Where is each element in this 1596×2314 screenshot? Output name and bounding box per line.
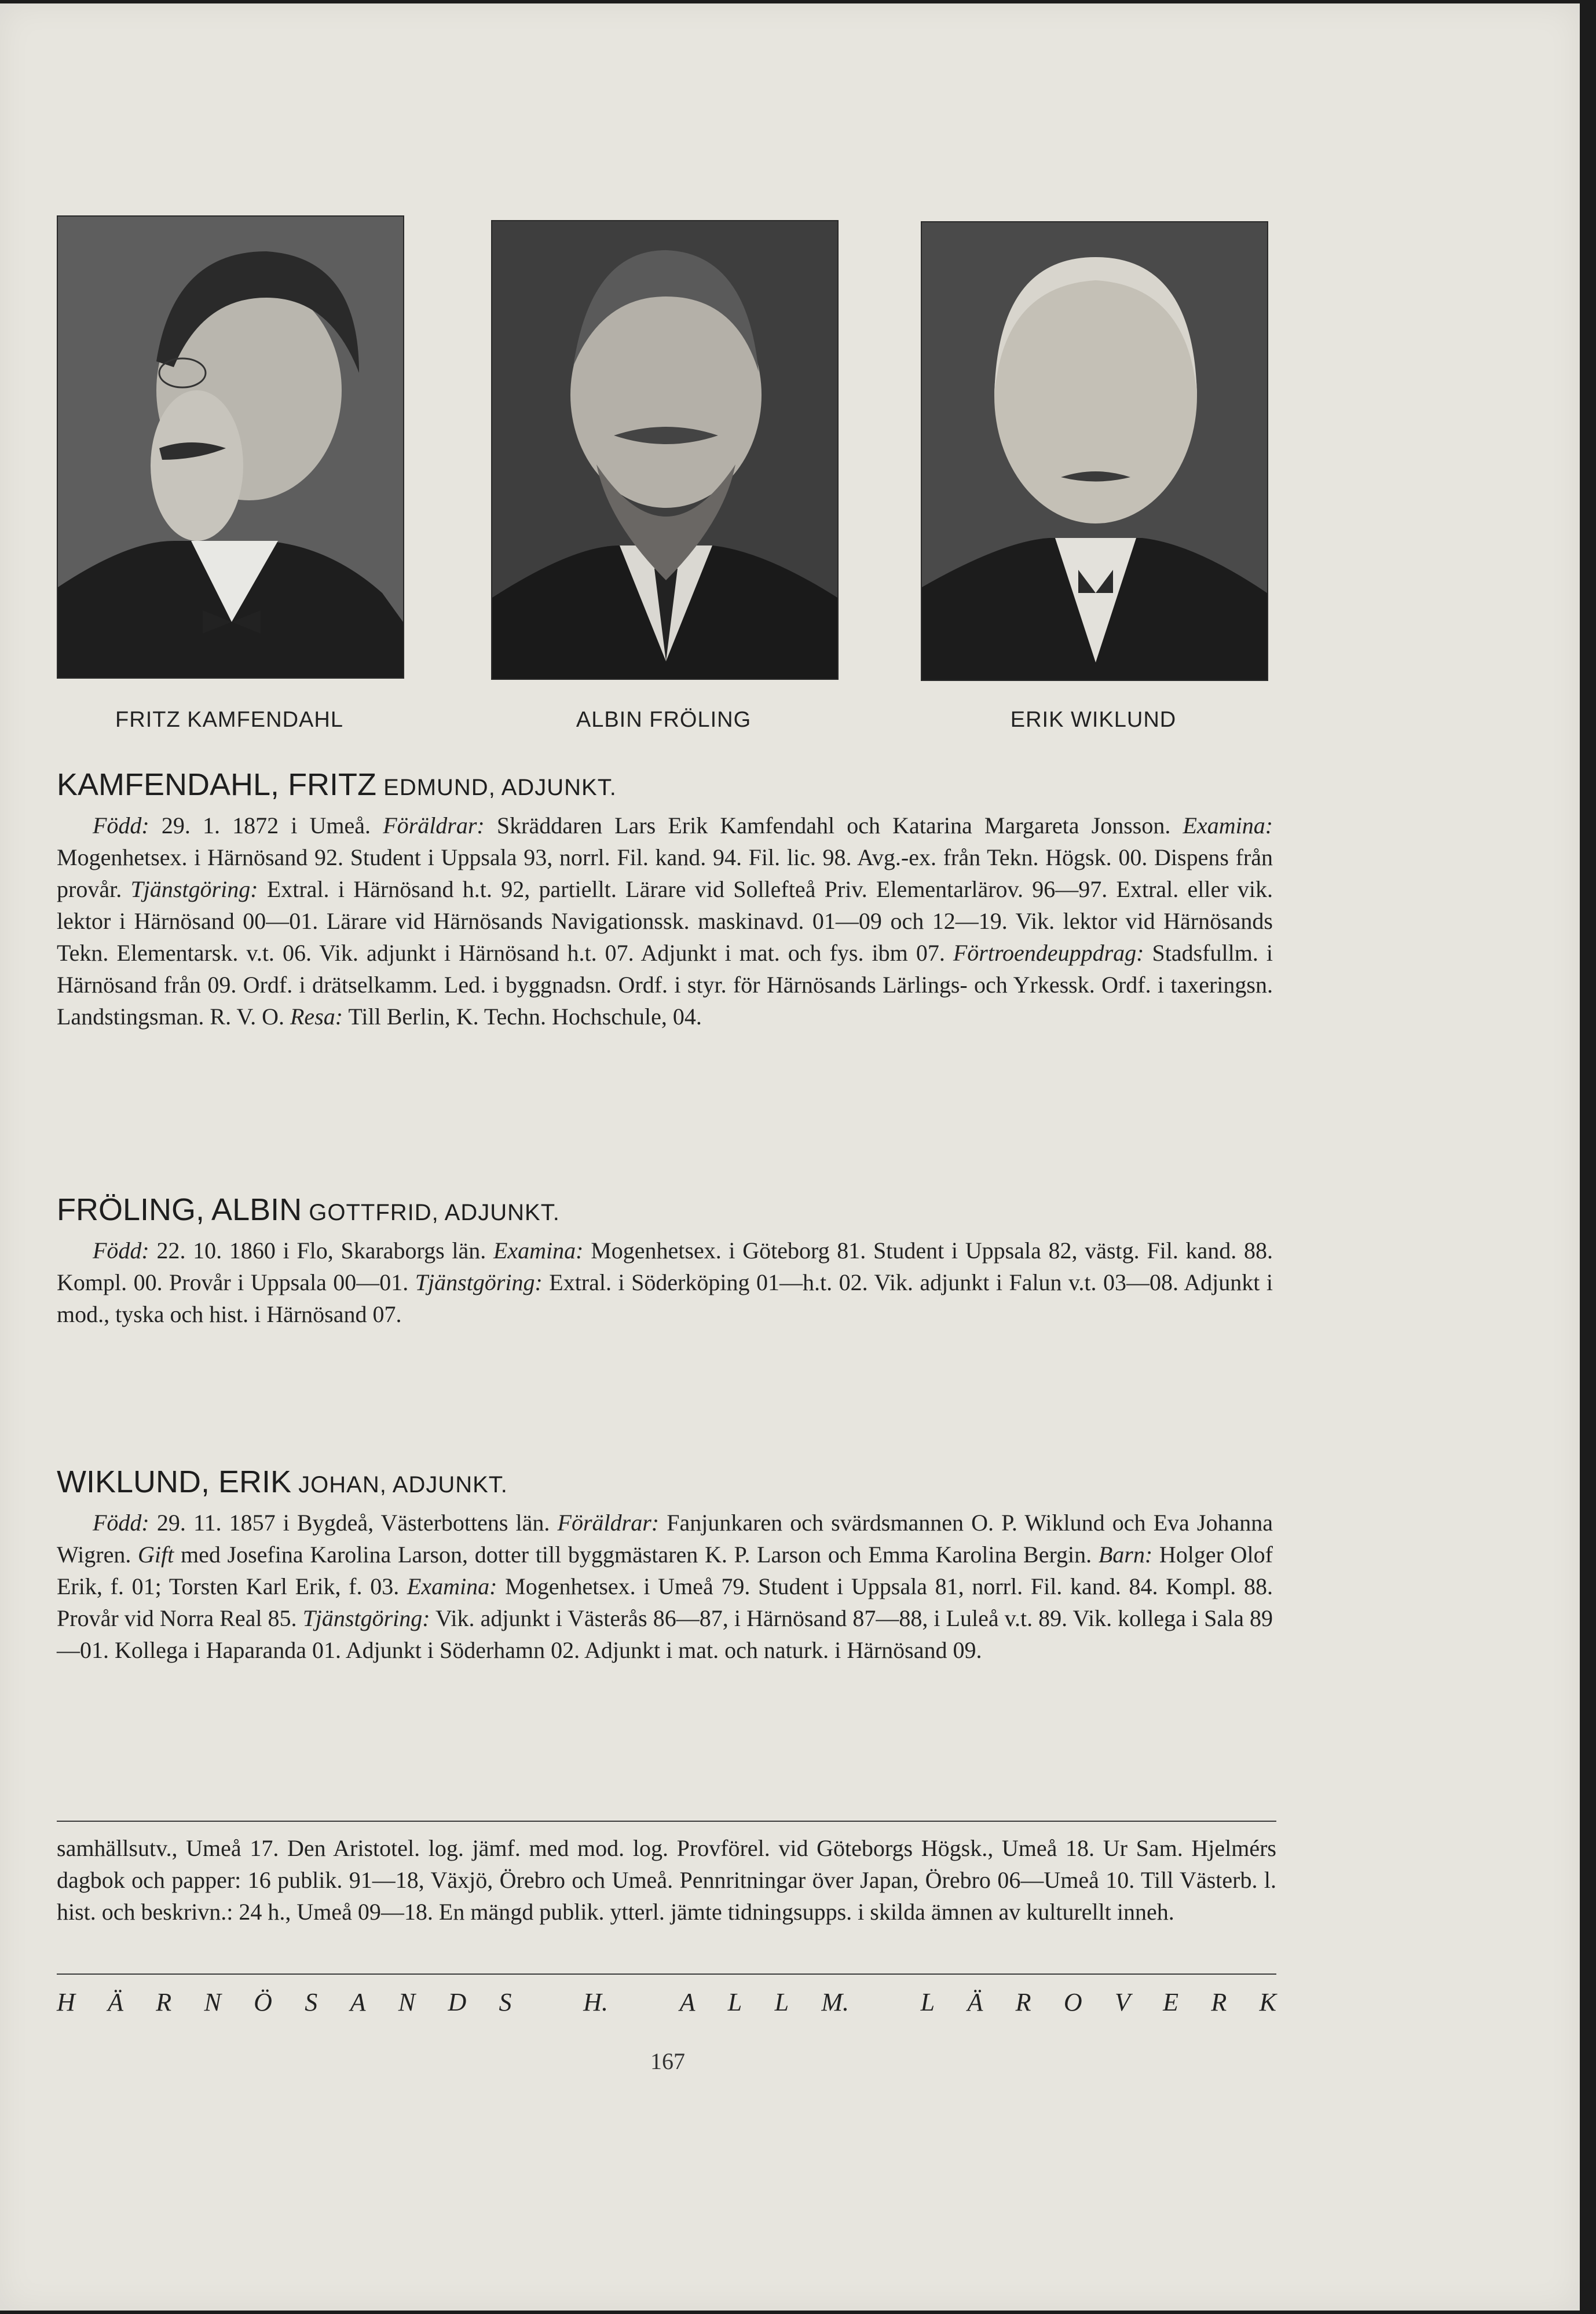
running-footer-letter: R	[156, 1988, 172, 2016]
running-footer-letter: E	[1163, 1988, 1179, 2016]
caption-kamfendahl: FRITZ KAMFENDAHL	[115, 708, 343, 732]
field-label: Examina:	[1183, 812, 1273, 839]
running-footer-letter	[544, 1987, 551, 2017]
field-text: Holger Olof Erik, f. 01; Torsten Karl Erik, f. 03.	[57, 1542, 1273, 1599]
running-footer-letter: V	[1114, 1988, 1130, 2016]
entry-body-wiklund	[57, 1507, 1273, 1666]
running-footer-letter: Ä	[967, 1988, 983, 2016]
field-text: Mogenhetsex. i Göteborg 81. Student i Uppsala 82, västg. Fil. kand. 88. Kompl. 00. Provår i Uppsala 00—01.	[57, 1237, 1273, 1295]
entry-surname: KAMFENDAHL, FRITZ	[57, 767, 377, 802]
running-footer-letter: O	[1063, 1988, 1082, 2016]
field-label: Barn:	[1098, 1542, 1153, 1568]
page-number: 167	[650, 2048, 685, 2074]
running-footer-letter: R	[1211, 1988, 1227, 2016]
caption-wiklund: ERIK WIKLUND	[1010, 708, 1177, 732]
field-text: Extral. i Söderköping 01—h.t. 02. Vik. adjunkt i Falun v.t. 03—08. Adjunkt i mod., tyska och hist. i Härnösand 07.	[57, 1269, 1273, 1327]
field-text: Till Berlin, K. Techn. Hochschule, 04.	[343, 1004, 702, 1030]
running-footer-letter: D	[448, 1988, 467, 2016]
entry-body-froling	[57, 1235, 1273, 1330]
portrait-kamfendahl-image	[58, 217, 403, 678]
running-footer-letter: H	[57, 1988, 75, 2016]
portrait-photo-froling	[491, 220, 839, 680]
field-label: Gift	[138, 1542, 174, 1568]
field-text: Extral. i Härnösand h.t. 92, partiellt. Lärare vid Sollefteå Priv. Elementarlärov. 96—97. Extral. eller vik. lektor i Härnösand 00—01. Lärare vid Härnösands Navigationssk. maskinavd. 01—09 och 12—19. Vik. lektor vid Härnösands Tekn. Elementarsk. v.t. 06. Vik. adjunkt i Härnösand h.t. 07. Adjunkt i mat. och fys. ibm 07.	[57, 876, 1273, 966]
running-footer-letter: A	[679, 1988, 695, 2016]
field-label: Tjänstgöring:	[302, 1605, 430, 1631]
entry-surname: FRÖLING, ALBIN	[57, 1192, 302, 1227]
field-label: Född:	[93, 1237, 149, 1264]
running-footer-letter: M.	[821, 1988, 850, 2016]
entry-surname: WIKLUND, ERIK	[57, 1464, 292, 1499]
field-text: 22. 10. 1860 i Flo, Skaraborgs län.	[149, 1237, 493, 1264]
entry-title-rest: GOTTFRID, ADJUNKT.	[302, 1200, 560, 1225]
field-text: Skräddaren Lars Erik Kamfendahl och Katarina Margareta Jonsson.	[484, 812, 1183, 839]
running-footer-letter: L	[920, 1988, 935, 2016]
running-footer-letter: A	[350, 1988, 366, 2016]
footer-rule	[57, 1974, 1276, 1975]
field-text: Vik. adjunkt i Västerås 86—87, i Härnösand 87—88, i Luleå v.t. 89. Vik. kollega i Sala 89—01. Kollega i Haparanda 01. Adjunkt i Söderhamn 02. Adjunkt i mat. och naturk. i Härnösand 09.	[57, 1605, 1273, 1663]
caption-froling: ALBIN FRÖLING	[576, 708, 752, 732]
running-footer-letter: R	[1015, 1988, 1031, 2016]
field-text: Stadsfullm. i Härnösand från 09. Ordf. i drätselkamm. Led. i byggnadsn. Ordf. i styr. för Härnösands Lärlings- och Yrkessk. Ordf. i taxeringsn. Landstingsman. R. V. O.	[57, 940, 1273, 1030]
portrait-froling-image	[492, 221, 837, 679]
field-label: Tjänstgöring:	[130, 876, 258, 902]
field-label: Föräldrar:	[557, 1510, 660, 1536]
field-text: 29. 1. 1872 i Umeå.	[149, 812, 383, 839]
running-footer-letter: H.	[583, 1988, 608, 2016]
running-footer-letter: Ö	[254, 1988, 272, 2016]
entry-title-rest: EDMUND, ADJUNKT.	[376, 775, 617, 800]
field-text: Mogenhetsex. i Härnösand 92. Student i Uppsala 93, norrl. Fil. kand. 94. Fil. lic. 98. Avg.-ex. från Tekn. Högsk. 00. Dispens från provår.	[57, 844, 1273, 902]
field-label: Tjänstgöring:	[415, 1269, 543, 1295]
field-label: Född:	[93, 1510, 149, 1536]
running-footer-letter: L	[774, 1988, 789, 2016]
field-label: Resa:	[290, 1004, 343, 1030]
running-footer-letter: N	[204, 1988, 221, 2016]
running-footer-letter: S	[305, 1988, 318, 2016]
running-footer-letter	[640, 1987, 647, 2017]
portrait-photo-kamfendahl	[57, 215, 404, 679]
field-label: Examina:	[493, 1237, 584, 1264]
field-text: Fanjunkaren och svärdsmannen O. P. Wiklund och Eva Johanna Wigren.	[57, 1510, 1273, 1568]
field-text: Mogenhetsex. i Umeå 79. Student i Uppsala 81, norrl. Fil. kand. 84. Kompl. 88. Provår vid Norra Real 85.	[57, 1573, 1273, 1631]
running-footer-letter: K	[1259, 1988, 1276, 2016]
portrait-photo-wiklund	[921, 221, 1268, 681]
field-label: Examina:	[407, 1573, 497, 1599]
running-footer-letter	[881, 1987, 888, 2017]
field-text: med Josefina Karolina Larson, dotter till byggmästaren K. P. Larson och Emma Karolina Bergin.	[174, 1542, 1099, 1568]
footnote-rule	[57, 1821, 1276, 1822]
field-label: Förtroendeuppdrag:	[953, 940, 1144, 966]
entry-body-kamfendahl	[57, 810, 1273, 1032]
running-footer-letter: N	[398, 1988, 416, 2016]
running-footer-letter: L	[727, 1988, 742, 2016]
running-footer-letter: Ä	[108, 1988, 123, 2016]
entry-title-wiklund	[57, 1464, 508, 1500]
field-label: Född:	[93, 812, 149, 839]
footnote-text: samhällsutv., Umeå 17. Den Aristotel. log. jämf. med mod. log. Provförel. vid Göteborgs Högsk., Umeå 18. Ur Sam. Hjelmérs dagbok och papper: 16 publik. 91—18, Växjö, Örebro och Umeå. Pennritningar över Japan, Örebro 06—Umeå 10. Till Västerb. l. hist. och beskrivn.: 24 h., Umeå 09—18. En mängd publik. ytterl. jämte tidningsupps. i skilda ämnen av kulturellt inneh.	[57, 1835, 1276, 1925]
field-label: Föräldrar:	[383, 812, 485, 839]
running-footer	[57, 1987, 1276, 2017]
running-footer-letter: S	[499, 1988, 512, 2016]
entry-title-froling	[57, 1192, 560, 1228]
entry-title-kamfendahl	[57, 767, 617, 803]
field-text: 29. 11. 1857 i Bygdeå, Västerbottens län.	[149, 1510, 558, 1536]
book-page	[0, 3, 1580, 2311]
entry-title-rest: JOHAN, ADJUNKT.	[291, 1472, 508, 1497]
portrait-wiklund-image	[922, 222, 1267, 680]
